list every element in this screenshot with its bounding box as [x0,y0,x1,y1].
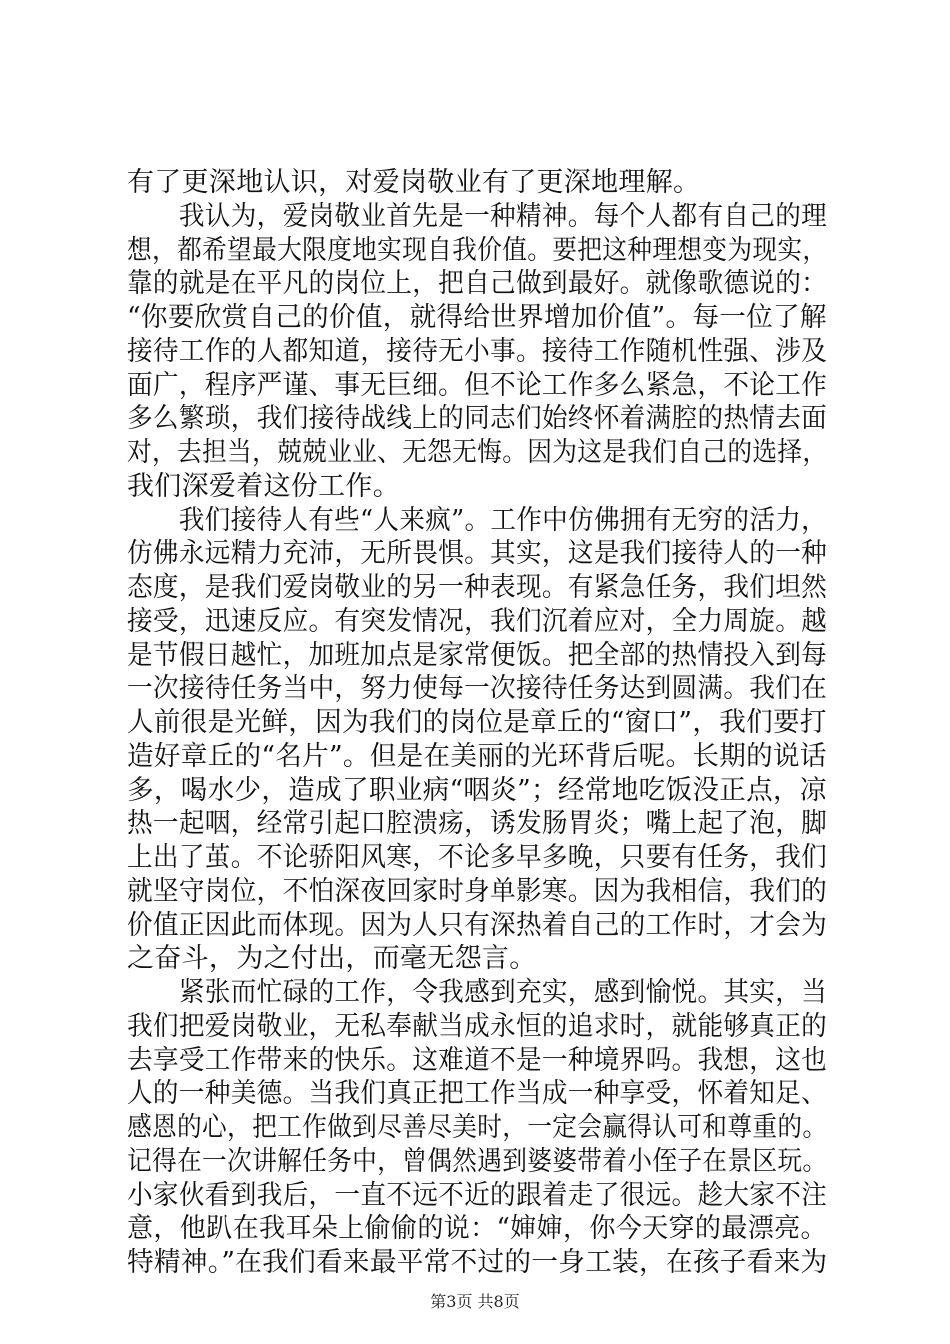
text-line: 造好章丘的“名片”。但是在美丽的光环背后呢。长期的说话 [127,740,827,772]
text-line: 去享受工作带来的快乐。这难道不是一种境界吗。我想，这也 [127,1044,828,1076]
text-line: 意，他趴在我耳朵上偷偷的说：“婶婶，你今天穿的最漂亮。 [127,1213,827,1245]
text-line: 上出了茧。不论骄阳风寒，不论多早多晚，只要有任务，我们 [127,842,828,873]
text-line: 多么繁琐，我们接待战线上的同志们始终怀着满腔的热情去面 [127,403,828,435]
text-line: 接待工作的人都知道，接待无小事。接待工作随机性强、涉及 [127,335,828,367]
text-line: 热一起咽，经常引起口腔溃疡，诱发肠胃炎；嘴上起了泡，脚 [127,808,828,840]
text-line: 价值正因此而体现。因为人只有深热着自己的工作时，才会为 [127,909,828,941]
text-line: 我们接待人有些“人来疯”。工作中仿佛拥有无穷的活力， [127,504,828,536]
text-line: 之奋斗，为之付出，而毫无怨言。 [127,943,537,975]
text-line: 态度，是我们爱岗敬业的另一种表现。有紧急任务，我们坦然 [127,572,828,603]
text-line: 我认为，爱岗敬业首先是一种精神。每个人都有自己的理 [127,200,828,232]
text-line: 紧张而忙碌的工作，令我感到充实，感到愉悦。其实，当 [127,977,828,1008]
text-line: 想，都希望最大限度地实现自我价值。要把这种理想变为现实， [127,234,828,266]
page-number-footer: 第3页 共8页 [430,1292,520,1311]
text-line: 有了更深地认识，对爱岗敬业有了更深地理解。 [127,167,701,198]
text-line: 靠的就是在平凡的岗位上，把自己做到最好。就像歌德说的： [127,268,828,300]
text-line: 就坚守岗位，不怕深夜回家时身单影寒。因为我相信，我们的 [127,875,828,907]
text-line: 接受，迅速反应。有突发情况，我们沉着应对，全力周旋。越 [127,605,828,637]
text-line: 我们把爱岗敬业，无私奉献当成永恒的追求时，就能够真正的 [127,1010,828,1042]
text-line: 人的一种美德。当我们真正把工作当成一种享受，怀着知足、 [127,1078,828,1110]
text-line: “你要欣赏自己的价值，就得给世界增加价值”。每一位了解 [127,302,827,333]
text-line: 一次接待任务当中，努力使每一次接待任务达到圆满。我们在 [127,673,828,705]
text-line: 对，去担当，兢兢业业、无怨无悔。因为这是我们自己的选择， [127,437,828,468]
text-line: 人前很是光鲜，因为我们的岗位是章丘的“窗口”，我们要打 [127,707,827,738]
text-line: 仿佛永远精力充沛，无所畏惧。其实，这是我们接待人的一种 [127,538,828,570]
text-line: 我们深爱着这份工作。 [127,470,400,502]
text-line: 多，喝水少，造成了职业病“咽炎”；经常地吃饭没正点，凉 [127,774,827,806]
text-line: 小家伙看到我后，一直不远不近的跟着走了很远。趁大家不注 [127,1179,828,1211]
text-line: 是节假日越忙，加班加点是家常便饭。把全部的热情投入到每 [127,639,828,671]
text-line: 特精神。”在我们看来最平常不过的一身工装，在孩子看来为 [127,1247,828,1278]
text-line: 感恩的心，把工作做到尽善尽美时，一定会赢得认可和尊重的。 [127,1112,828,1143]
text-line: 记得在一次讲解任务中，曾偶然遇到婆婆带着小侄子在景区玩。 [127,1145,828,1177]
text-line: 面广，程序严谨、事无巨细。但不论工作多么紧急，不论工作 [127,369,828,401]
